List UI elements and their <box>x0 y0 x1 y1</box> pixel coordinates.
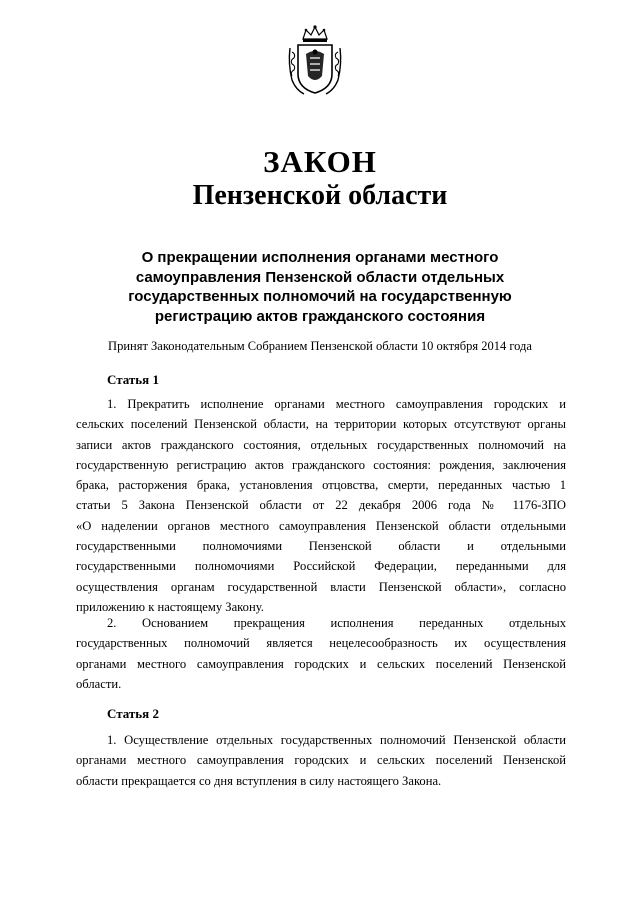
text-line: области. <box>76 676 122 691</box>
text-line: 1. Прекратить исполнение органами местного самоуправления городских и <box>107 397 566 411</box>
text-line: приложению к настоящему Закону. <box>76 599 264 614</box>
subject-line: О прекращении исполнения органами местного <box>141 249 499 266</box>
article-2-heading: Статья 2 <box>107 706 159 721</box>
law-region: Пензенской области <box>192 180 448 211</box>
text-line: осуществления органам государственной власти Пензенской области», согласно <box>76 579 566 594</box>
subject-line: государственных полномочий на государственную <box>128 288 512 305</box>
article-1-paragraph-2 <box>76 613 566 694</box>
text-line: государственными полномочиями Российской Федерации, переданными для <box>76 559 566 574</box>
law-subject <box>100 248 540 326</box>
text-line: государственными полномочиями Пензенской области и отдельными <box>76 539 566 554</box>
text-line: органами местного самоуправления городских и сельских поселений Пензенской <box>76 753 566 768</box>
text-line: 2. Основанием прекращения исполнения переданных отдельных <box>107 616 566 630</box>
law-title: ЗАКОН <box>263 144 377 179</box>
text-line: статьи 5 Закона Пензенской области от 22 декабря 2006 года № 1176-ЗПО <box>76 498 566 513</box>
text-line: государственную регистрацию актов гражданского состояния: рождения, заключения <box>76 457 566 472</box>
text-line: брака, расторжения брака, установления отцовства, смерти, переданных частью 1 <box>76 478 566 493</box>
article-1-paragraph-1 <box>76 394 566 617</box>
text-line: записи актов гражданского состояния, отдельных государственных полномочий на <box>76 437 566 452</box>
text-line: сельских поселений Пензенской области, на территории которых отсутствуют органы <box>76 417 566 432</box>
coat-of-arms-icon <box>286 24 344 98</box>
text-line: 1. Осуществление отдельных государственных полномочий Пензенской области <box>107 733 566 747</box>
text-line: органами местного самоуправления городских и сельских поселений Пензенской <box>76 656 566 671</box>
article-2-paragraph-1 <box>76 730 566 791</box>
adoption-note: Принят Законодательным Собранием Пензенской области 10 октября 2014 года <box>108 339 532 353</box>
article-1-heading: Статья 1 <box>107 372 159 387</box>
subject-line: регистрацию актов гражданского состояния <box>154 307 486 325</box>
subject-line: самоуправления Пензенской области отдельных <box>135 268 505 286</box>
text-line: государственных полномочий является нецелесообразность их осуществления <box>76 636 566 651</box>
text-line: области прекращается со дня вступления в силу настоящего Закона. <box>76 773 442 788</box>
text-line: «О наделении органов местного самоуправления Пензенской области отдельными <box>76 518 566 533</box>
